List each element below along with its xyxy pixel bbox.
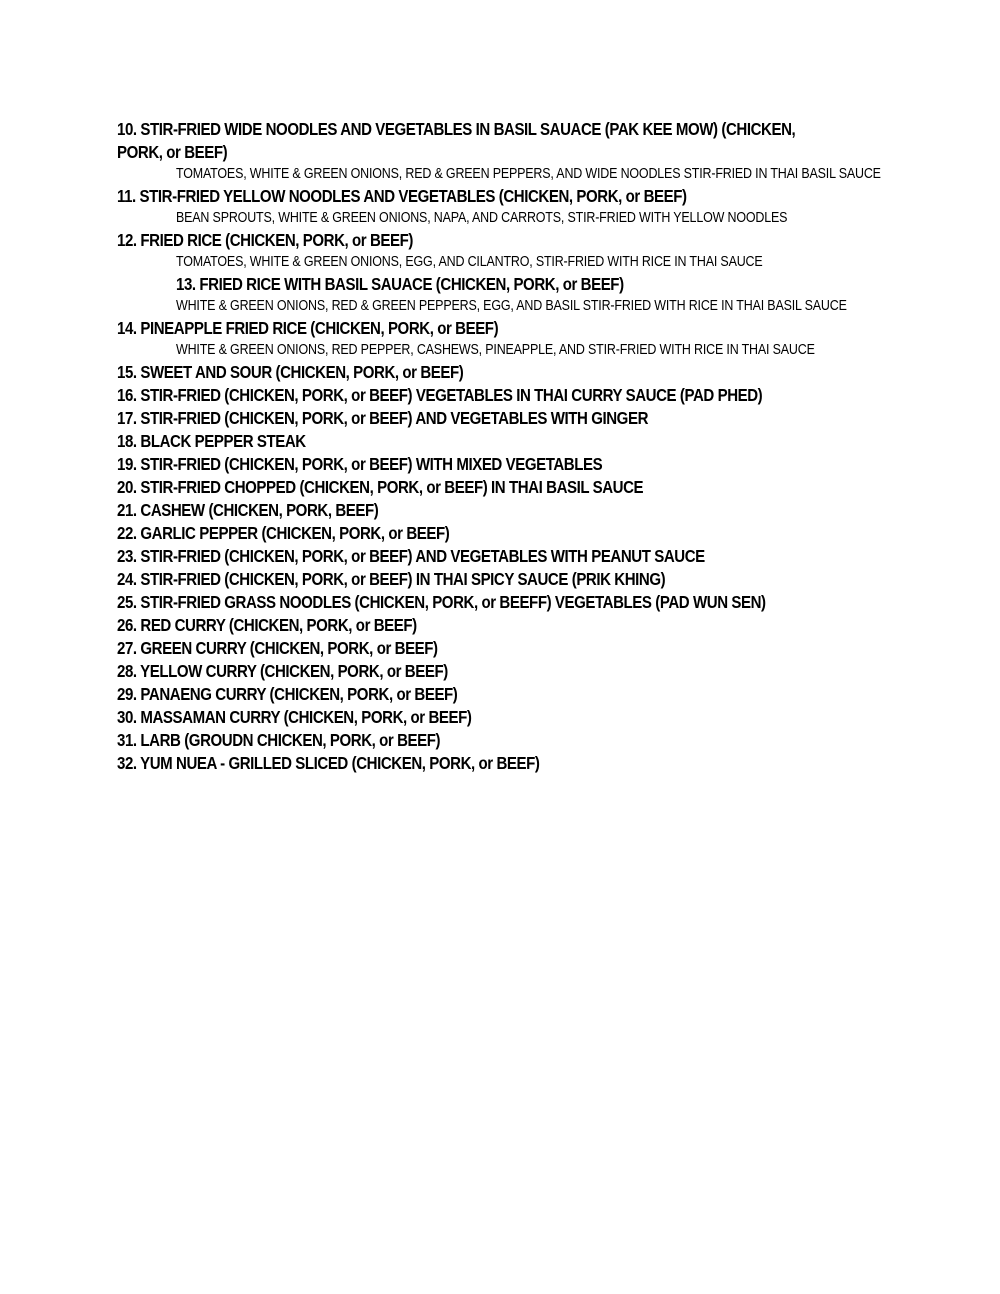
menu-item-title: 14. PINEAPPLE FRIED RICE (CHICKEN, PORK, or BEEF): [117, 318, 499, 338]
menu-item-20: [117, 476, 897, 499]
menu-item-description: WHITE & GREEN ONIONS, RED & GREEN PEPPERS, EGG, AND BASIL STIR-FRIED WITH RICE IN THAI BASIL SAUCE: [176, 298, 847, 314]
menu-item-title: 19. STIR-FRIED (CHICKEN, PORK, or BEEF) WITH MIXED VEGETABLES: [117, 454, 603, 474]
menu-item-description: TOMATOES, WHITE & GREEN ONIONS, RED & GREEN PEPPERS, AND WIDE NOODLES STIR-FRIED IN THAI BASIL SAUCE: [176, 166, 881, 182]
menu-item-description: WHITE & GREEN ONIONS, RED PEPPER, CASHEWS, PINEAPPLE, AND STIR-FRIED WITH RICE IN THAI SAUCE: [176, 342, 815, 358]
menu-item-title: 22. GARLIC PEPPER (CHICKEN, PORK, or BEEF): [117, 523, 450, 543]
menu-item-28: [117, 660, 897, 683]
menu-item-title: 25. STIR-FRIED GRASS NOODLES (CHICKEN, PORK, or BEEFF) VEGETABLES (PAD WUN SEN): [117, 592, 766, 612]
menu-item-title: 28. YELLOW CURRY (CHICKEN, PORK, or BEEF): [117, 661, 448, 681]
menu-item-title: 21. CASHEW (CHICKEN, PORK, BEEF): [117, 500, 379, 520]
menu-item-11: [117, 185, 897, 229]
menu-item-31: [117, 729, 897, 752]
menu-item-title: 24. STIR-FRIED (CHICKEN, PORK, or BEEF) IN THAI SPICY SAUCE (PRIK KHING): [117, 569, 666, 589]
menu-item-title: 20. STIR-FRIED CHOPPED (CHICKEN, PORK, or BEEF) IN THAI BASIL SAUCE: [117, 477, 644, 497]
menu-item-29: [117, 683, 897, 706]
menu-item-title: 31. LARB (GROUDN CHICKEN, PORK, or BEEF): [117, 730, 441, 750]
menu-item-15: [117, 361, 897, 384]
menu-item-description: TOMATOES, WHITE & GREEN ONIONS, EGG, AND CILANTRO, STIR-FRIED WITH RICE IN THAI SAUCE: [176, 254, 763, 270]
menu-item-title: 26. RED CURRY (CHICKEN, PORK, or BEEF): [117, 615, 417, 635]
menu-item-title: 17. STIR-FRIED (CHICKEN, PORK, or BEEF) AND VEGETABLES WITH GINGER: [117, 408, 649, 428]
menu-item-13: [117, 273, 897, 317]
menu-item-27: [117, 637, 897, 660]
menu-item-17: [117, 407, 897, 430]
menu-item-12: [117, 229, 897, 273]
menu-item-16: [117, 384, 897, 407]
menu-item-18: [117, 430, 897, 453]
menu-item-title: 16. STIR-FRIED (CHICKEN, PORK, or BEEF) VEGETABLES IN THAI CURRY SAUCE (PAD PHED): [117, 385, 763, 405]
menu-item-title: 15. SWEET AND SOUR (CHICKEN, PORK, or BEEF): [117, 362, 464, 382]
menu-item-26: [117, 614, 897, 637]
menu-item-23: [117, 545, 897, 568]
menu-item-24: [117, 568, 897, 591]
menu-item-title: 32. YUM NUEA - GRILLED SLICED (CHICKEN, PORK, or BEEF): [117, 753, 540, 773]
menu-item-19: [117, 453, 897, 476]
menu-list: [117, 118, 897, 775]
menu-item-title: 11. STIR-FRIED YELLOW NOODLES AND VEGETABLES (CHICKEN, PORK, or BEEF): [117, 186, 687, 206]
menu-item-10: [117, 118, 897, 185]
menu-item-title: 30. MASSAMAN CURRY (CHICKEN, PORK, or BEEF): [117, 707, 472, 727]
menu-item-25: [117, 591, 897, 614]
menu-item-32: [117, 752, 897, 775]
menu-item-title: 27. GREEN CURRY (CHICKEN, PORK, or BEEF): [117, 638, 438, 658]
menu-item-title: 18. BLACK PEPPER STEAK: [117, 431, 306, 451]
menu-item-21: [117, 499, 897, 522]
menu-item-description: BEAN SPROUTS, WHITE & GREEN ONIONS, NAPA, AND CARROTS, STIR-FRIED WITH YELLOW NOODLES: [176, 210, 788, 226]
menu-item-title: 13. FRIED RICE WITH BASIL SAUACE (CHICKEN, PORK, or BEEF): [176, 274, 624, 294]
menu-item-title: 10. STIR-FRIED WIDE NOODLES AND VEGETABLES IN BASIL SAUACE (PAK KEE MOW) (CHICKEN, PORK, or BEEF): [117, 119, 796, 162]
menu-item-title: 29. PANAENG CURRY (CHICKEN, PORK, or BEEF): [117, 684, 458, 704]
menu-item-14: [117, 317, 897, 361]
menu-item-30: [117, 706, 897, 729]
menu-item-22: [117, 522, 897, 545]
menu-item-title: 23. STIR-FRIED (CHICKEN, PORK, or BEEF) AND VEGETABLES WITH PEANUT SAUCE: [117, 546, 705, 566]
menu-item-title: 12. FRIED RICE (CHICKEN, PORK, or BEEF): [117, 230, 413, 250]
